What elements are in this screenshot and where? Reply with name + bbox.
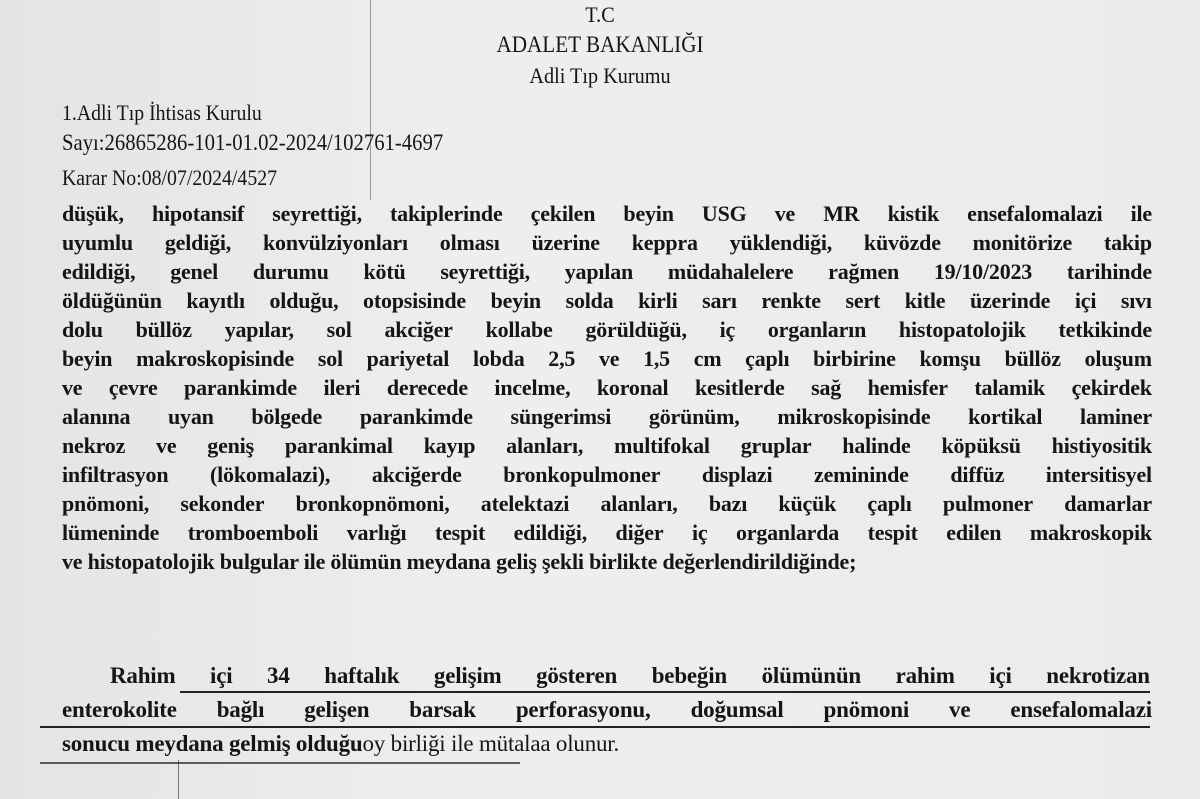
- underline: [40, 762, 520, 764]
- body-line: öldüğünün kayıtlı olduğu, otopsisinde beyin solda kirli sarı renkte sert kitle üzerinde içi sıvı: [62, 288, 1152, 313]
- underline: [180, 691, 1150, 693]
- body-line: edildiği, genel durumu kötü seyrettiği, yapılan müdahalelere rağmen 19/10/2023 tarihinde: [62, 259, 1152, 284]
- body-line: pnömoni, sekonder bronkopnömoni, atelektazi alanları, bazı küçük çaplı pulmoner damarlar: [62, 491, 1152, 516]
- body-line: uyumlu geldiği, konvülziyonları olması üzerine keppra yüklendiği, küvözde monitörize takip: [62, 230, 1152, 255]
- conclusion-line-final: [62, 731, 1152, 757]
- header-republic: T.C: [585, 2, 615, 27]
- body-line: nekroz ve geniş parankimal kayıp alanları, multifokal gruplar halinde köpüksü histiyositik: [62, 433, 1152, 458]
- body-line: dolu büllöz yapılar, sol akciğer kollabe görüldüğü, iç organların histopatolojik tetkikinde: [62, 317, 1152, 342]
- body-line: düşük, hipotansif seyrettiği, takiplerinde çekilen beyin USG ve MR kistik ensefalomalazi ile: [62, 201, 1152, 226]
- body-line: beyin makroskopisinde sol pariyetal lobda 2,5 ve 1,5 cm çaplı birbirine komşu büllöz oluşum: [62, 346, 1152, 371]
- conclusion-tail: oy birliği ile mütalaa olunur.: [362, 731, 620, 756]
- header-institution: Adli Tıp Kurumu: [529, 63, 671, 88]
- board-name: 1.Adli Tıp İhtisas Kurulu: [62, 100, 262, 125]
- document-number: Sayı:26865286-101-01.02-2024/102761-4697: [62, 130, 444, 155]
- header-ministry: ADALET BAKANLIĞI: [496, 32, 704, 57]
- body-line: lümeninde tromboemboli varlığı tespit edildiği, diğer iç organlarda tespit edilen makroskopik: [62, 520, 1152, 545]
- conclusion-line: Rahim içi 34 haftalık gelişim gösteren bebeğin ölümünün rahim içi nekrotizan: [110, 663, 1150, 688]
- body-line: ve çevre parankimde ileri derecede incelme, koronal kesitlerde sağ hemisfer talamik çekirdek: [62, 375, 1152, 400]
- underline: [40, 726, 1150, 728]
- conclusion-emphasis: sonucu meydana gelmiş olduğu: [62, 731, 363, 756]
- body-line: alanına uyan bölgede parankimde süngerimsi görünüm, mikroskopisinde kortikal laminer: [62, 404, 1152, 429]
- body-line: infiltrasyon (lökomalazi), akciğerde bronkopulmoner displazi zemininde diffüz intersitisyel: [62, 462, 1152, 487]
- body-line: ve histopatolojik bulgular ile ölümün meydana geliş şekli birlikte değerlendirildiğinde;: [62, 549, 857, 574]
- fold-line: [370, 0, 371, 200]
- conclusion-line: enterokolite bağlı gelişen barsak perforasyonu, doğumsal pnömoni ve ensefalomalazi: [62, 697, 1152, 722]
- fold-line: [178, 760, 179, 799]
- decision-number: Karar No:08/07/2024/4527: [62, 165, 278, 190]
